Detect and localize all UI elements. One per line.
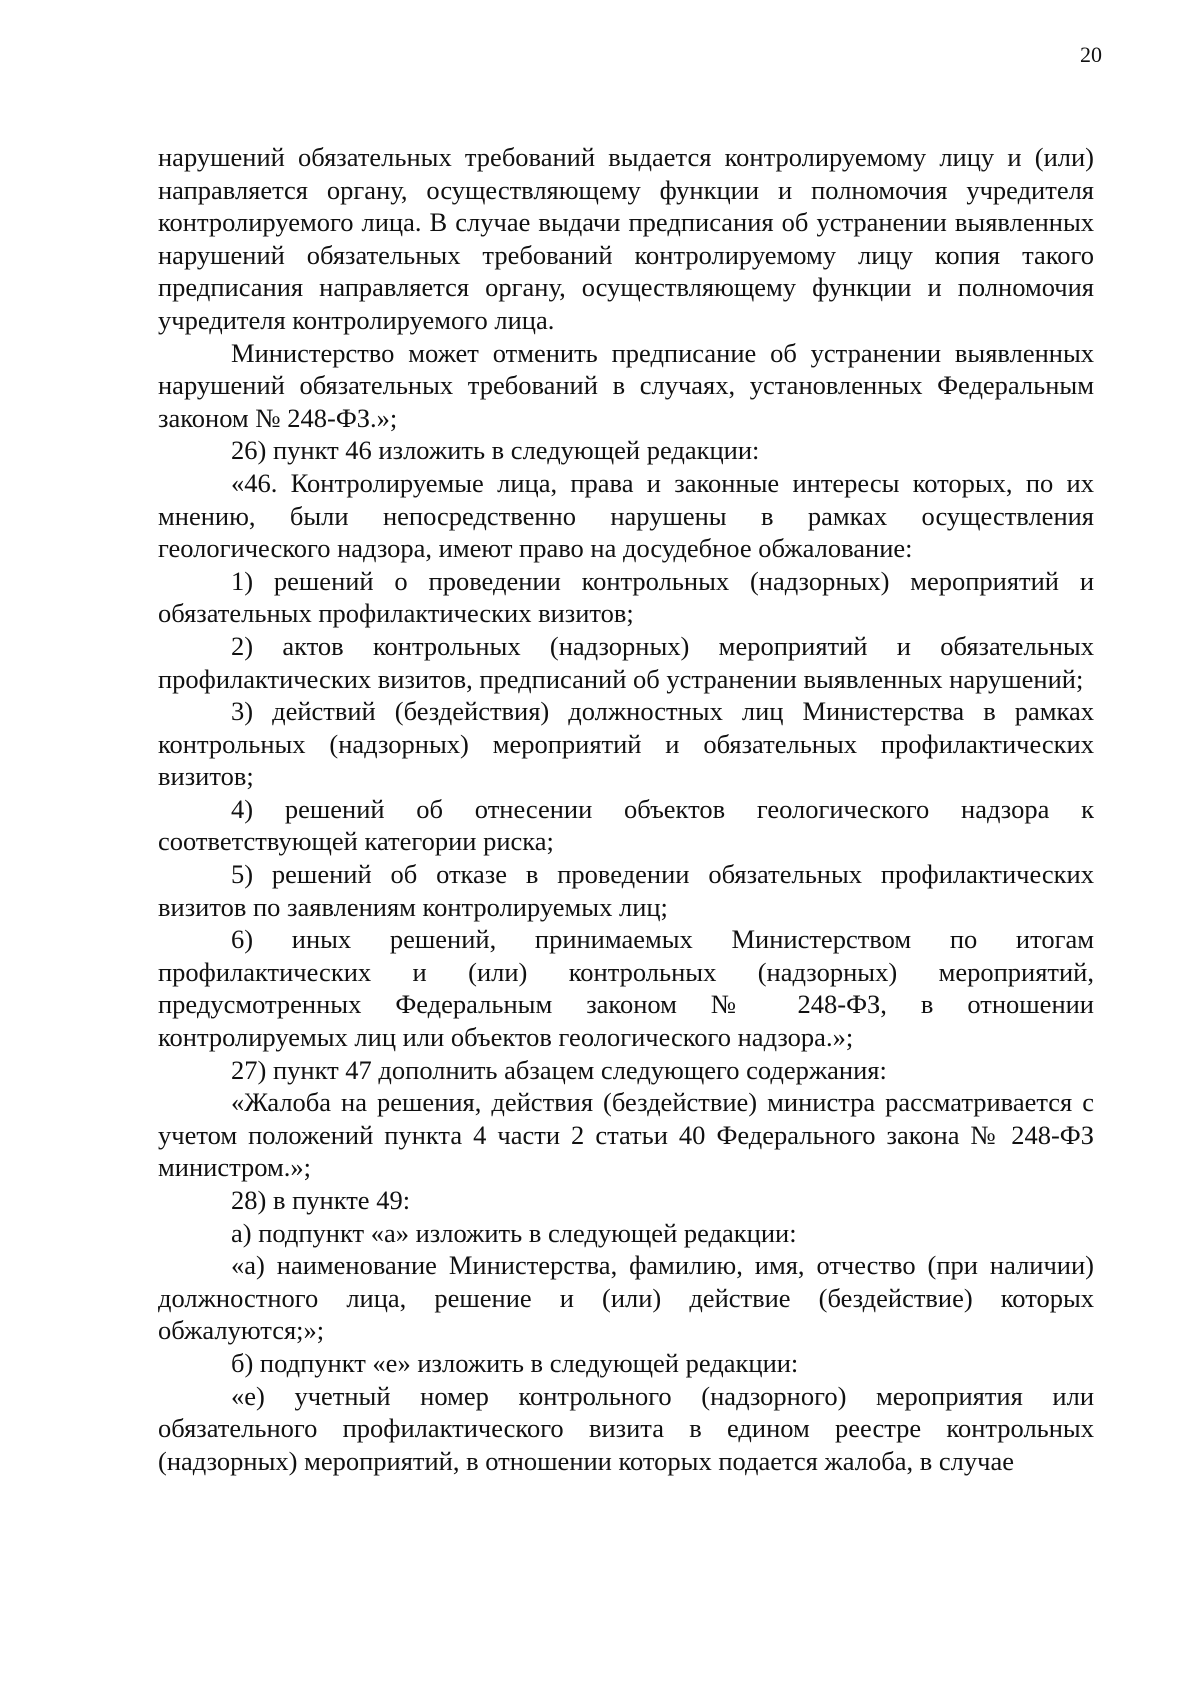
list-item-3: 3) действий (бездействия) должностных лиц Министерства в рамках контрольных (надзорных) мероприятий и обязательных профилактических визитов; (158, 696, 1094, 792)
paragraph-item-27: 27) пункт 47 дополнить абзацем следующего содержания: (231, 1054, 887, 1085)
paragraph-continuation: нарушений обязательных требований выдается контролируемому лицу и (или) направляется органу, осуществляющему функции и полномочия учредителя контролируемого лица. В случае выдачи предписания об устранении выявленных нарушений обязательных требований контролируемому лицу копия такого предписания направляется органу, осуществляющему функции и полномочия учредителя контролируемого лица. (158, 142, 1094, 335)
paragraph-complaint: «Жалоба на решения, действия (бездействие) министра рассматривается с учетом положений пункта 4 части 2 статьи 40 Федерального закона № 248-ФЗ министром.»; (158, 1087, 1094, 1183)
document-body (158, 141, 1094, 1477)
paragraph-item-28: 28) в пункте 49: (231, 1185, 411, 1215)
sub-item-a-text: «а) наименование Министерства, фамилию, имя, отчество (при наличии) должностного лица, решение и (или) действие (бездействие) которых обжалуются;»; (158, 1250, 1094, 1346)
page-number: 20 (1080, 42, 1102, 67)
paragraph-item-26: 26) пункт 46 изложить в следующей редакции: (231, 435, 760, 466)
list-item-5: 5) решений об отказе в проведении обязательных профилактических визитов по заявлениям контролируемых лиц; (158, 859, 1094, 922)
list-item-1: 1) решений о проведении контрольных (надзорных) мероприятий и обязательных профилактических визитов; (158, 565, 1094, 629)
sub-item-a: а) подпункт «а» изложить в следующей редакции: (231, 1217, 797, 1248)
list-item-6: 6) иных решений, принимаемых Министерством по итогам профилактических и (или) контрольных (надзорных) мероприятий, предусмотренных Федеральным законом № 248-ФЗ, в отношении контролируемых лиц или объектов геологического надзора.»; (158, 924, 1094, 1053)
sub-item-e-text: «е) учетный номер контрольного (надзорного) мероприятия или обязательного профилактического визита в едином реестре контрольных (надзорных) мероприятий, в отношении которых подается жалоба, в случае (158, 1380, 1094, 1476)
paragraph-ministry-cancel: Министерство может отменить предписание об устранении выявленных нарушений обязательных требований в случаях, установленных Федеральным законом № 248-ФЗ.»; (158, 337, 1094, 433)
paragraph-clause-46: «46. Контролируемые лица, права и законные интересы которых, по их мнению, были непосредственно нарушены в рамках осуществления геологического надзора, имеют право на досудебное обжалование: (158, 467, 1094, 564)
list-item-4: 4) решений об отнесении объектов геологического надзора к соответствующей категории риска; (158, 793, 1094, 857)
sub-item-b: б) подпункт «е» изложить в следующей редакции: (231, 1347, 799, 1378)
list-item-2: 2) актов контрольных (надзорных) мероприятий и обязательных профилактических визитов, предписаний об устранении выявленных нарушений; (158, 630, 1094, 694)
